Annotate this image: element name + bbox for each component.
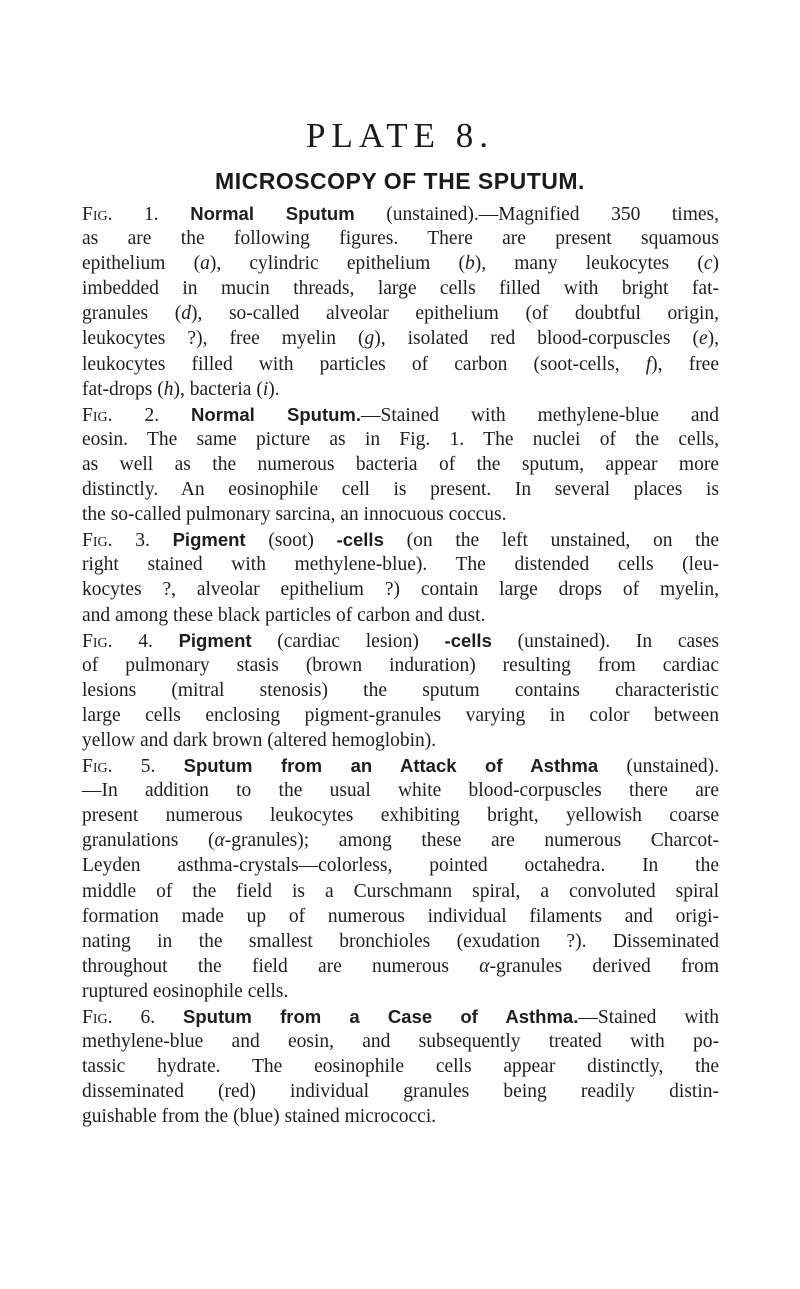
text-run: (unstained).—Magnified 350 times, <box>354 204 720 225</box>
figure-heading: Pigment <box>178 629 252 651</box>
text-run: ), free <box>651 353 719 375</box>
text-run: (soot) <box>245 530 337 552</box>
text-line <box>82 452 719 477</box>
text-run: —Stained with <box>578 1007 719 1028</box>
text-run: e <box>698 328 708 350</box>
figure-heading: Normal Sputum <box>190 203 355 224</box>
text-line <box>82 1029 719 1054</box>
figure-heading: Sputum from a Case of Asthma. <box>183 1006 579 1027</box>
text-run: leukocytes filled with particles of carbon (soot-cells, <box>82 353 646 375</box>
text-run: as are the following figures. There are present squamous <box>82 228 719 250</box>
body-text <box>82 201 719 1129</box>
text-run: fat-drops ( <box>82 378 164 400</box>
text-run: leukocytes ?), free myelin ( <box>82 328 365 350</box>
text-run: α <box>479 955 490 977</box>
text-run: throughout the field are numerous <box>82 955 480 977</box>
text-run: of pulmonary stasis (brown induration) resulting from cardiac <box>82 654 719 676</box>
text-run: granulations ( <box>82 830 215 852</box>
text-run: nating in the smallest bronchioles (exudation ?). Disseminated <box>82 930 719 952</box>
text-run: yellow and dark brown (altered hemoglobin). <box>82 729 437 751</box>
text-line <box>82 201 719 226</box>
text-run: b <box>464 253 475 275</box>
text-run: —In addition to the usual white blood-corpuscles there are <box>82 780 719 802</box>
figure-heading: -cells <box>444 629 492 651</box>
text-run: ). <box>268 378 280 400</box>
text-run: (on the left unstained, on the <box>383 530 719 552</box>
text-line <box>82 979 719 1004</box>
figure-heading: Normal Sputum. <box>191 403 362 425</box>
text-line <box>82 377 719 402</box>
figure-number: Fig. 3. <box>82 530 173 552</box>
text-line <box>82 954 719 979</box>
figure-heading: Pigment <box>172 529 246 551</box>
text-line <box>82 251 719 276</box>
text-line <box>82 527 719 552</box>
text-run: ), so-called alveolar epithelium (of doubtful origin, <box>190 303 719 325</box>
text-line <box>82 1104 719 1129</box>
text-run: h <box>163 378 174 400</box>
text-line <box>82 703 719 728</box>
text-run: f <box>645 353 652 375</box>
text-line <box>82 1079 719 1104</box>
text-run: the so-called pulmonary sarcina, an innocuous coccus. <box>82 504 507 526</box>
text-run: c <box>703 253 713 275</box>
text-run: present numerous leukocytes exhibiting bright, yellowish coarse <box>82 805 719 827</box>
text-line <box>82 477 719 502</box>
text-run: (cardiac lesion) <box>251 630 445 652</box>
text-line <box>82 226 719 251</box>
text-line <box>82 628 719 653</box>
text-run: ruptured eosinophile cells. <box>82 980 289 1002</box>
text-run: Leyden asthma-crystals—colorless, pointed octahedra. In the <box>82 855 719 877</box>
text-line <box>82 402 719 427</box>
text-run: g <box>364 328 375 350</box>
text-line <box>82 653 719 678</box>
text-line <box>82 276 719 301</box>
text-run: (unstained). In cases <box>491 630 719 652</box>
text-run: large cells enclosing pigment-granules varying in color between <box>82 704 719 726</box>
text-run: methylene-blue and eosin, and subsequently treated with po- <box>82 1031 719 1053</box>
text-line <box>82 301 719 326</box>
plate-title: PLATE 8. <box>306 116 494 155</box>
text-run: and among these black particles of carbon and dust. <box>82 604 486 626</box>
text-run: formation made up of numerous individual filaments and origi- <box>82 905 719 927</box>
text-run: disseminated (red) individual granules being readily distin- <box>82 1081 719 1103</box>
text-run: ), isolated red blood-corpuscles ( <box>374 328 699 350</box>
figure-heading: -cells <box>336 529 384 551</box>
text-line <box>82 552 719 577</box>
text-line <box>82 1054 719 1079</box>
text-run: ) <box>712 253 719 275</box>
text-line <box>82 879 719 904</box>
figure-number: Fig. 2. <box>82 404 192 426</box>
text-line <box>82 1004 719 1029</box>
text-run: α <box>214 830 225 852</box>
text-run: middle of the field is a Curschmann spiral, a convoluted spiral <box>82 880 719 902</box>
text-line <box>82 929 719 954</box>
text-run: ), many leukocytes ( <box>474 253 704 275</box>
text-run: as well as the numerous bacteria of the sputum, appear more <box>82 453 719 475</box>
text-run: i <box>262 378 269 400</box>
text-run: d <box>181 303 191 325</box>
text-line <box>82 326 719 351</box>
text-line <box>82 778 719 803</box>
figure-number: Fig. 5. <box>82 756 184 778</box>
text-run: -granules); among these are numerous Charcot- <box>224 830 719 852</box>
text-run: right stained with methylene-blue). The distended cells (leu- <box>82 554 719 576</box>
text-line <box>82 577 719 602</box>
text-run: kocytes ?, alveolar epithelium ?) contain large drops of myelin, <box>82 579 719 601</box>
text-line <box>82 728 719 753</box>
text-run: lesions (mitral stenosis) the sputum contains characteristic <box>82 679 719 701</box>
text-run: a <box>200 253 210 275</box>
text-run: ), bacteria ( <box>173 378 263 400</box>
text-line <box>82 753 719 778</box>
figure-number: Fig. 1. <box>82 204 191 225</box>
text-line <box>82 853 719 878</box>
text-run: imbedded in mucin threads, large cells filled with bright fat- <box>82 278 719 300</box>
text-run: ), cylindric epithelium ( <box>209 253 465 275</box>
text-line <box>82 603 719 628</box>
text-line <box>82 352 719 377</box>
text-line <box>82 502 719 527</box>
text-run: epithelium ( <box>82 253 201 275</box>
text-run: ), <box>707 328 719 350</box>
text-run: guishable from the (blue) stained micrococci. <box>82 1106 437 1128</box>
text-line <box>82 904 719 929</box>
text-run: eosin. The same picture as in Fig. 1. The nuclei of the cells, <box>82 428 719 450</box>
text-line <box>82 427 719 452</box>
text-run: —Stained with methylene-blue and <box>361 404 719 426</box>
text-line <box>82 828 719 853</box>
text-run: tassic hydrate. The eosinophile cells appear distinctly, the <box>82 1056 719 1078</box>
text-run: -granules derived from <box>489 955 719 977</box>
text-run: distinctly. An eosinophile cell is present. In several places is <box>82 479 719 501</box>
figure-number: Fig. 6. <box>82 1007 184 1028</box>
text-line <box>82 803 719 828</box>
text-run: (unstained). <box>598 756 720 778</box>
text-run: granules ( <box>82 303 182 325</box>
text-line <box>82 678 719 703</box>
figure-heading: Sputum from an Attack of Asthma <box>183 755 599 777</box>
section-title: MICROSCOPY OF THE SPUTUM. <box>215 168 585 194</box>
figure-number: Fig. 4. <box>82 630 179 652</box>
